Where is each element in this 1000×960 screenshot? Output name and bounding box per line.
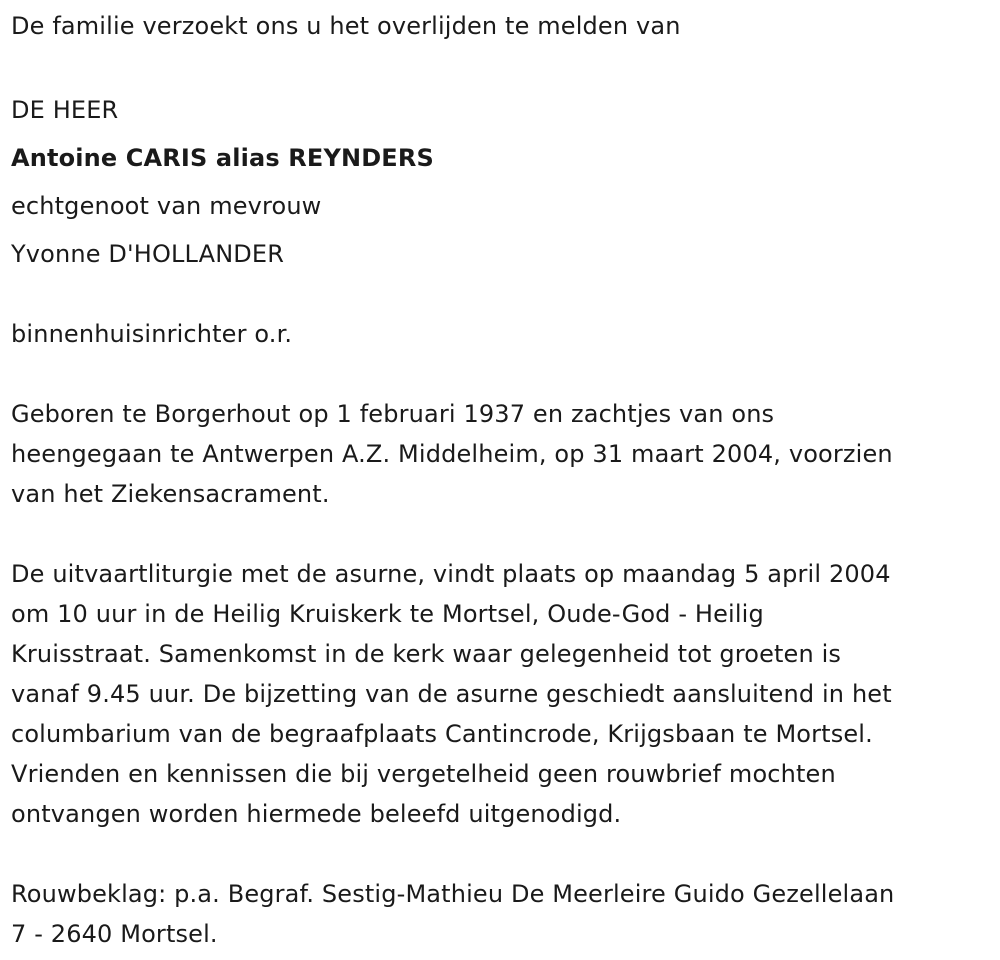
spacer [11,46,986,86]
paragraph-line: Vrienden en kennissen die bij vergetelheid geen rouwbrief mochten [11,760,836,788]
funeral-paragraph [11,554,986,834]
paragraph-line: columbarium van de begraafplaats Cantincrode, Krijgsbaan te Mortsel. [11,720,873,748]
condolence-paragraph [11,874,986,954]
intro-text: De familie verzoekt ons u het overlijden te melden van [11,12,681,40]
spacer [11,514,986,554]
paragraph-line: om 10 uur in de Heilig Kruiskerk te Mortsel, Oude-God - Heilig [11,600,764,628]
profession: binnenhuisinrichter o.r. [11,320,293,348]
spouse-name: Yvonne D'HOLLANDER [11,240,285,268]
spouse-label: echtgenoot van mevrouw [11,192,322,220]
spacer [11,278,986,314]
paragraph-line: De uitvaartliturgie met de asurne, vindt plaats op maandag 5 april 2004 [11,560,891,588]
deceased-block [11,86,986,278]
obituary-notice [11,6,986,954]
birth-death-paragraph [11,394,986,514]
paragraph-line: 7 - 2640 Mortsel. [11,920,218,948]
spacer [11,834,986,874]
paragraph-line: heengegaan te Antwerpen A.Z. Middelheim, op 31 maart 2004, voorzien [11,440,893,468]
paragraph-line: vanaf 9.45 uur. De bijzetting van de asurne geschiedt aansluitend in het [11,680,892,708]
paragraph-line: ontvangen worden hiermede beleefd uitgenodigd. [11,800,622,828]
paragraph-line: Kruisstraat. Samenkomst in de kerk waar gelegenheid tot groeten is [11,640,842,668]
spacer [11,354,986,394]
paragraph-line: van het Ziekensacrament. [11,480,330,508]
paragraph-line: Geboren te Borgerhout op 1 februari 1937 en zachtjes van ons [11,400,775,428]
deceased-name: Antoine CARIS alias REYNDERS [11,144,434,172]
paragraph-line: Rouwbeklag: p.a. Begraf. Sestig-Mathieu De Meerleire Guido Gezellelaan [11,880,895,908]
honorific: DE HEER [11,96,119,124]
